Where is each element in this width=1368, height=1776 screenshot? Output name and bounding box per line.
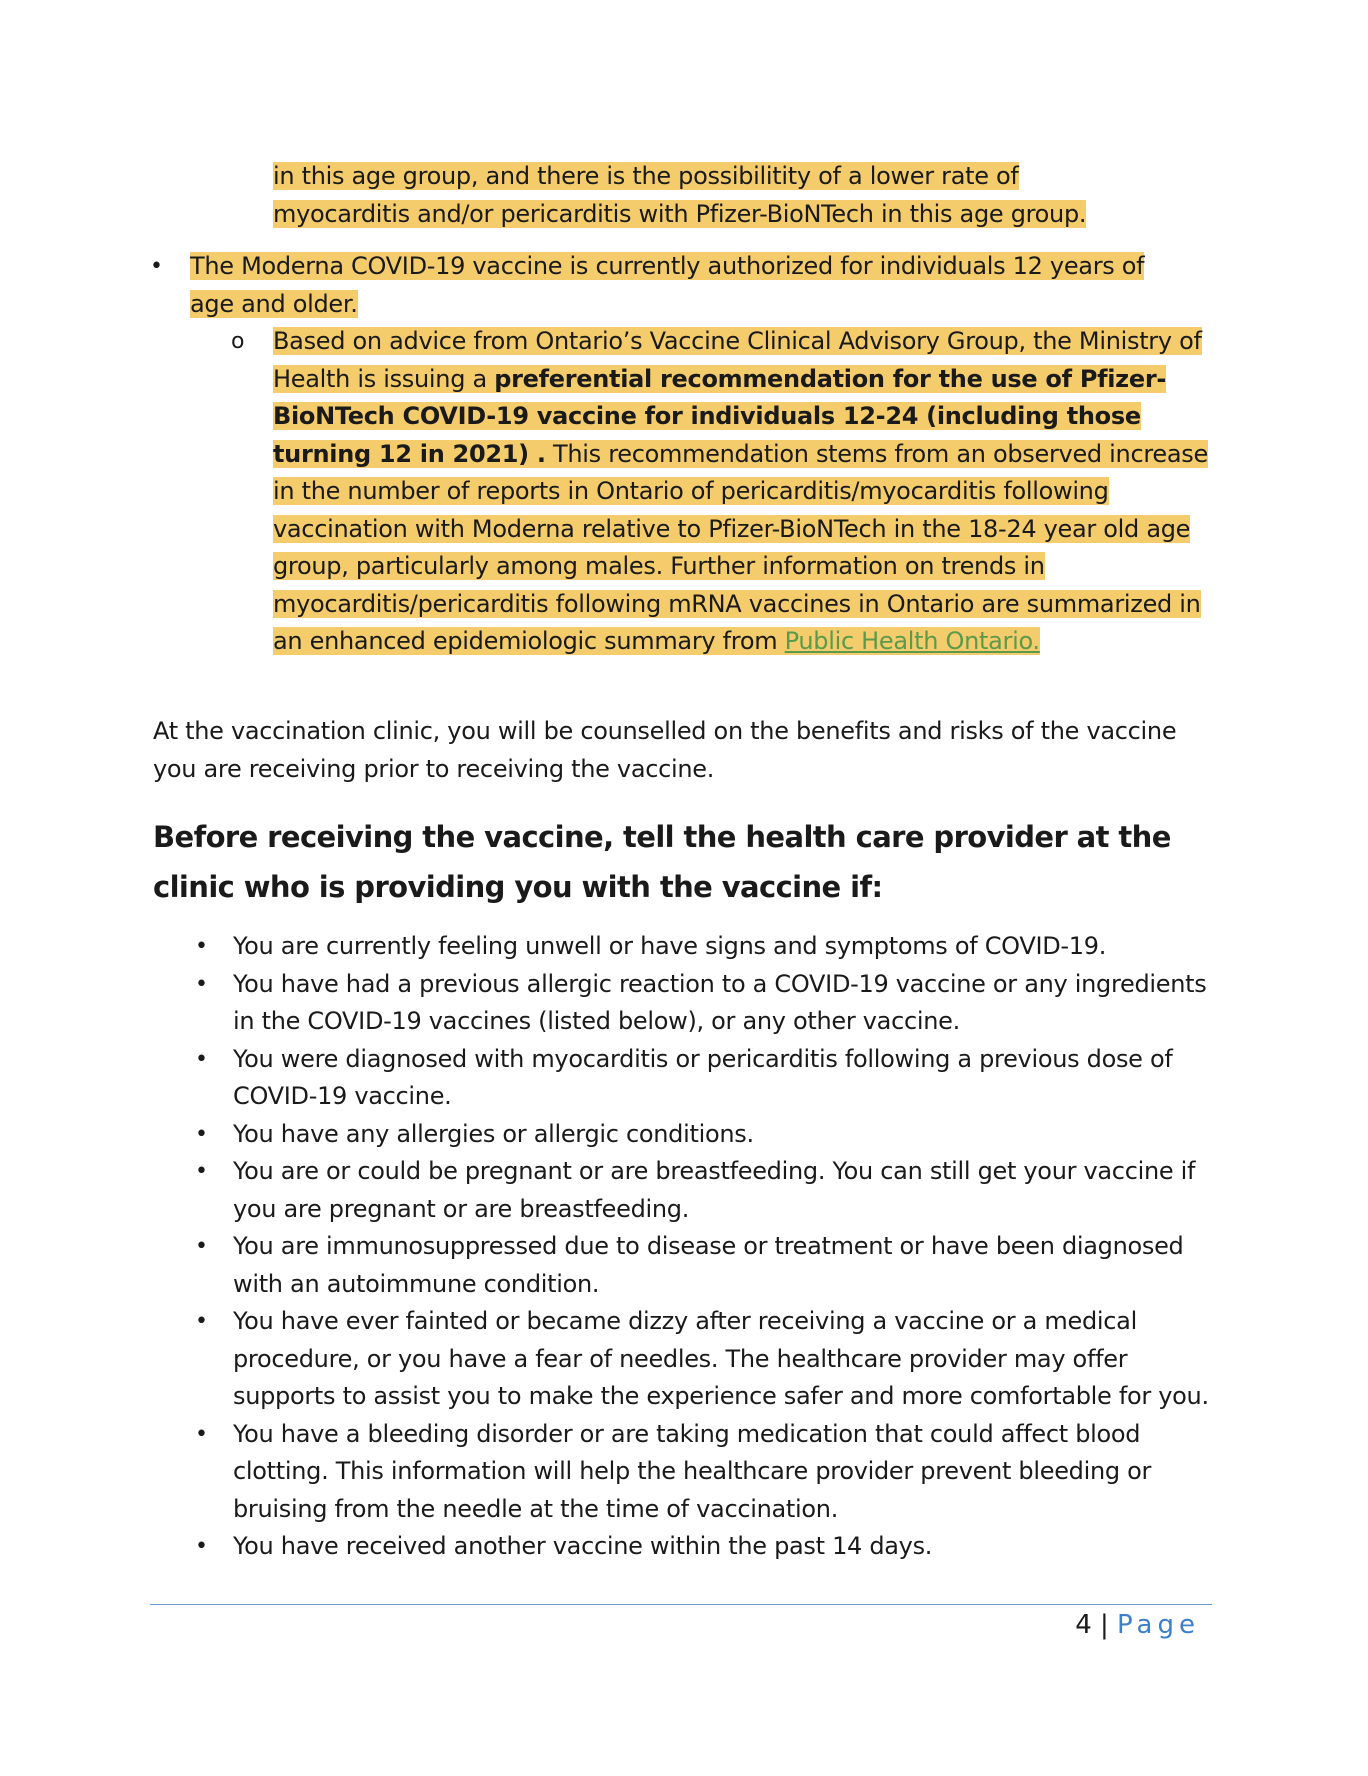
checklist-item [195,1228,1223,1303]
checklist-item [195,1416,1223,1529]
checklist-item-text: You are currently feeling unwell or have signs and symptoms of COVID-19. [233,932,1107,960]
checklist-item [195,1116,1223,1154]
footer-divider [150,1604,1212,1605]
public-health-ontario-link[interactable]: Public Health Ontario. [784,627,1040,655]
sub-bullet [231,323,1213,661]
checklist-item [195,928,1223,966]
continuation-line-2: myocarditis and/or pericarditis with Pfizer-BioNTech in this age group. [273,199,1087,228]
checklist-item-text: You have a bleeding disorder or are taking medication that could affect blood clotting. This information will help the healthcare provider prevent bleeding or bruising from the needle at the time of vaccination. [233,1419,1152,1523]
sub-bullet-marker: o [231,329,245,354]
checklist-item-text: You have any allergies or allergic conditions. [233,1119,754,1148]
checklist-item [195,966,1223,1041]
checklist-item-text: You have received another vaccine within the past 14 days. [233,1532,933,1560]
bullet-marker: • [195,1534,208,1559]
moderna-bullet-text: The Moderna COVID-19 vaccine is currently authorized for individuals 12 years of age and older. [190,252,1145,318]
checklist-item [195,1153,1223,1228]
section-heading: Before receiving the vaccine, tell the health care provider at the clinic who is providing you with the vaccine if: [153,820,1171,904]
checklist-item-text: You were diagnosed with myocarditis or pericarditis following a previous dose of COVID-19 vaccine. [233,1044,1173,1110]
sub-bullet-bold-recommendation: preferential recommendation for the use of Pfizer-BioNTech COVID-19 vaccine for individuals 12-24 (including those turning 12 in 2021) . [273,364,1167,468]
bullet-marker: • [195,1121,208,1147]
bullet-marker: • [195,1046,208,1072]
checklist-item [195,1528,1223,1566]
sub-bullet-body [273,323,1213,661]
continuation-text [273,158,1173,233]
bullet-marker: • [195,971,208,997]
bullet-marker: • [195,1159,208,1184]
bullet-marker: • [150,254,163,279]
moderna-bullet [150,248,1190,323]
footer-separator: | [1091,1610,1118,1640]
bullet-marker: • [195,1309,208,1334]
bullet-marker: • [195,934,208,959]
checklist-item-text: You are immunosuppressed due to disease or treatment or have been diagnosed with an autoimmune condition. [233,1232,1184,1298]
sub-bullet-text-after: This recommendation stems from an observed increase in the number of reports in Ontario of pericarditis/myocarditis following vaccination with Moderna relative to Pfizer-BioNTech in the 18-24 year old age group, particularly among males. Further information on trends in myocarditis/pericarditis following mRNA vaccines in Ontario are summarized in an enhanced epidemiologic summary from [273,439,1208,655]
counselling-paragraph: At the vaccination clinic, you will be counselled on the benefits and risks of the vaccine you are receiving prior to receiving the vaccine. [153,717,1177,783]
page-label: Page [1117,1610,1200,1640]
continuation-line-1: in this age group, and there is the possibilitity of a lower rate of [273,162,1019,190]
page-footer [1075,1610,1200,1640]
bullet-marker: • [195,1234,208,1259]
checklist-item [195,1041,1223,1116]
bullet-marker: • [195,1421,208,1447]
page-number: 4 [1075,1610,1092,1640]
checklist [195,928,1223,1566]
sub-bullet-text-before: Based on advice from Ontario’s Vaccine Clinical Advisory Group, the Ministry of Health is issuing a [273,327,1202,393]
checklist-item-text: You have had a previous allergic reaction to a COVID-19 vaccine or any ingredients in the COVID-19 vaccines (listed below), or any other vaccine. [233,969,1207,1035]
checklist-item [195,1303,1223,1416]
checklist-item-text: You are or could be pregnant or are breastfeeding. You can still get your vaccine if you are pregnant or are breastfeeding. [233,1157,1196,1223]
checklist-item-text: You have ever fainted or became dizzy after receiving a vaccine or a medical procedure, or you have a fear of needles. The healthcare provider may offer supports to assist you to make the experience safer and more comfortable for you. [233,1307,1209,1410]
